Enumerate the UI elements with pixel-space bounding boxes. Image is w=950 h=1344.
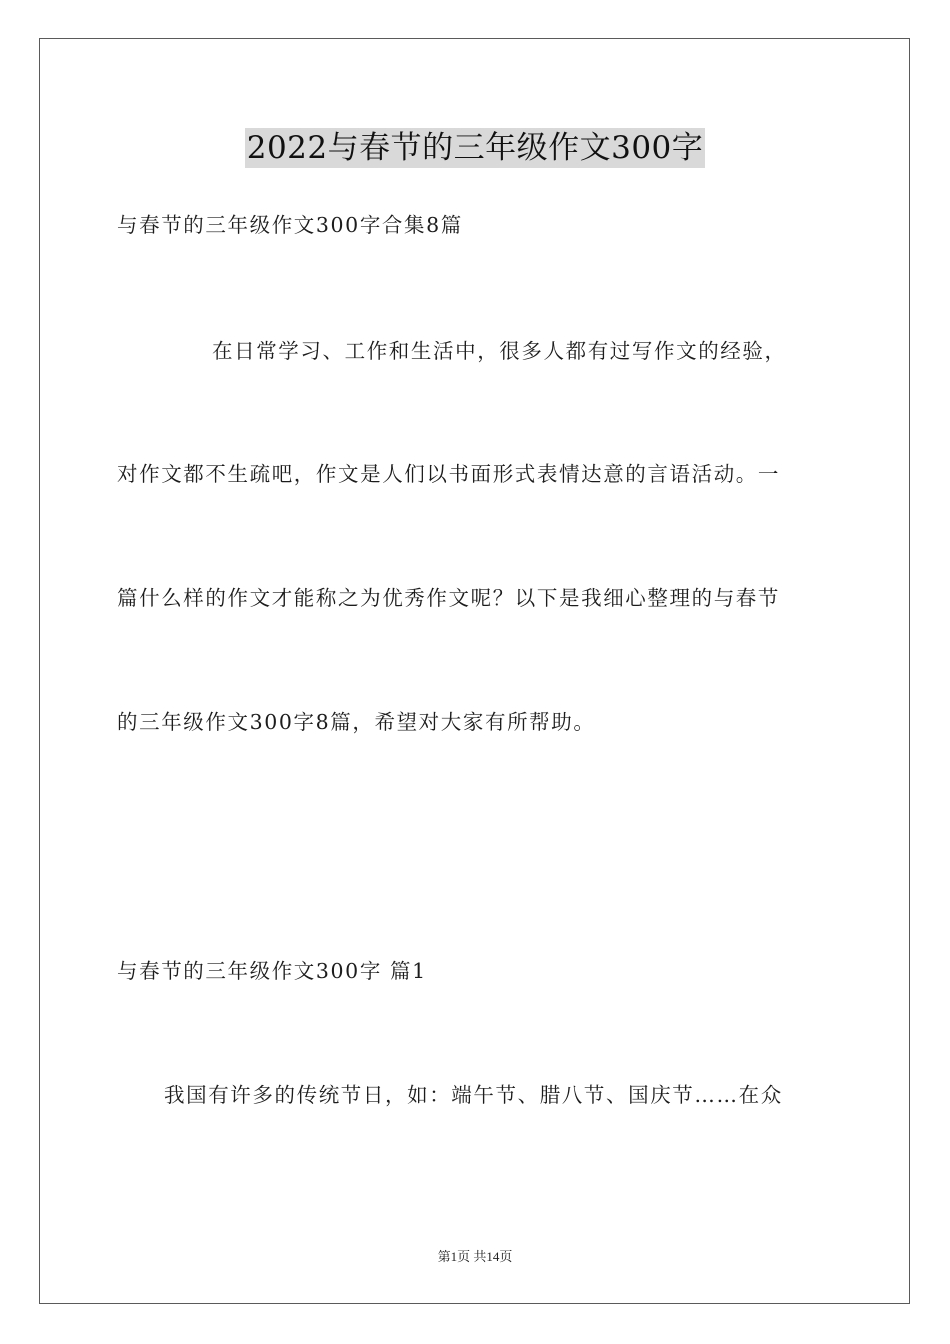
document-title: 2022与春节的三年级作文300字 <box>246 130 704 166</box>
intro-line-2: 对作文都不生疏吧，作文是人们以书面形式表情达意的言语活动。一 <box>117 462 780 486</box>
section-heading: 与春节的三年级作文300字 篇1 <box>117 959 427 983</box>
title-container <box>0 128 950 168</box>
page-indicator: 第1页 共14页 <box>437 1249 513 1264</box>
document-subtitle: 与春节的三年级作文300字合集8篇 <box>117 213 463 237</box>
section-first-line: 我国有许多的传统节日，如：端午节、腊八节、国庆节……在众 <box>164 1083 783 1107</box>
intro-line-4: 的三年级作文300字8篇，希望对大家有所帮助。 <box>117 710 596 734</box>
intro-line-3: 篇什么样的作文才能称之为优秀作文呢？以下是我细心整理的与春节 <box>117 586 780 610</box>
intro-line-1: 在日常学习、工作和生活中，很多人都有过写作文的经验， <box>212 339 787 363</box>
